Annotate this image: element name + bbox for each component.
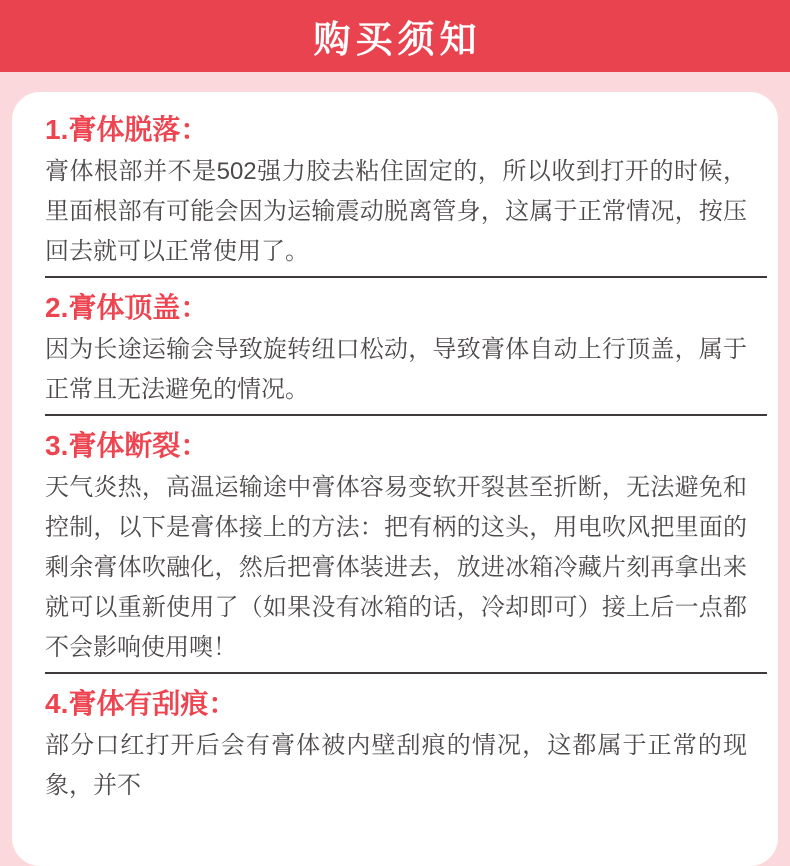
section-paste-pushes-cap [45,290,747,410]
section-paste-falls-off [45,112,747,272]
section-paste-scratches [45,686,747,806]
section-divider [45,414,767,416]
page-title: 购买须知 [313,19,482,60]
section-body: 因为长途运输会导致旋转纽口松动，导致膏体自动上行顶盖，属于正常且无法避免的情况。 [45,336,747,403]
notice-card [12,92,778,866]
section-heading: 1.膏体脱落： [45,114,209,145]
section-body: 膏体根部并不是502强力胶去粘住固定的，所以收到打开的时候，里面根部有可能会因为运输震动脱离管身，这属于正常情况，按压回去就可以正常使用了。 [45,158,747,265]
section-heading: 2.膏体顶盖： [45,292,209,323]
header-banner [0,0,790,72]
section-heading: 4.膏体有刮痕： [45,688,237,719]
section-divider [45,276,767,278]
section-divider [45,672,767,674]
section-heading: 3.膏体断裂： [45,430,209,461]
section-paste-breaks [45,428,747,668]
section-body: 天气炎热，高温运输途中膏体容易变软开裂甚至折断，无法避免和控制，以下是膏体接上的方法：把有柄的这头，用电吹风把里面的剩余膏体吹融化，然后把膏体装进去，放进冰箱冷藏片刻再拿出来就可以重新使用了（如果没有冰箱的话，冷却即可）接上后一点都不会影响使用噢！ [45,474,747,661]
section-body: 部分口红打开后会有膏体被内壁刮痕的情况，这都属于正常的现象，并不 [45,732,747,799]
